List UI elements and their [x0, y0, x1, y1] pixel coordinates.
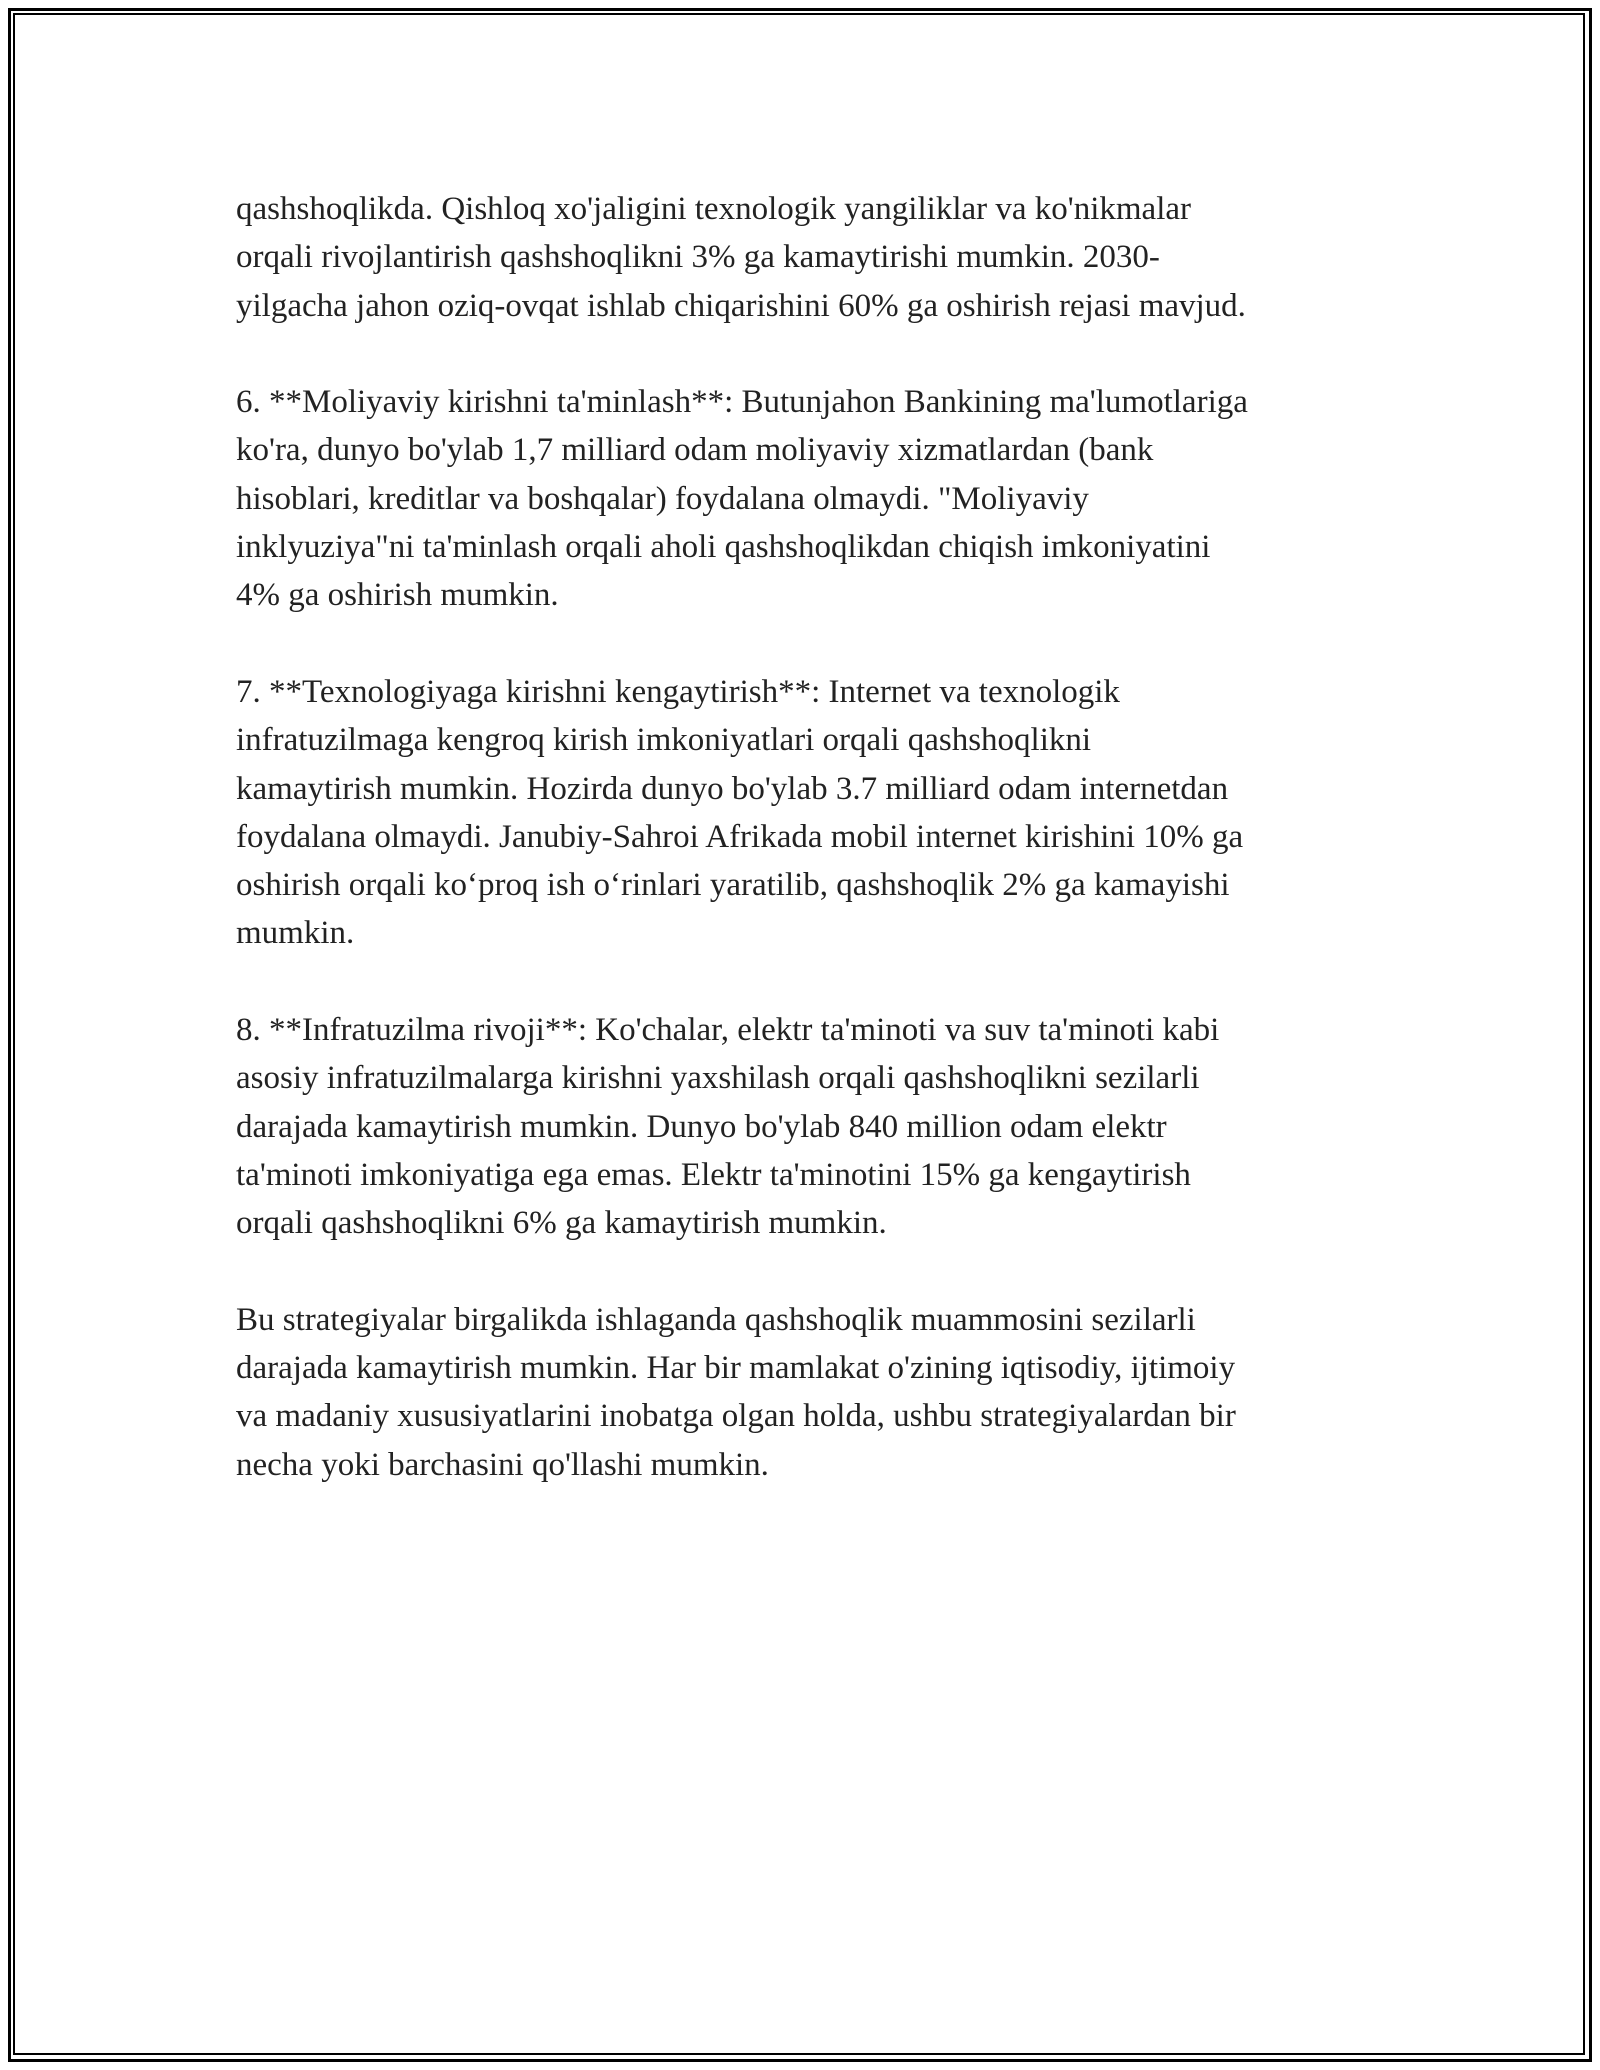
- paragraph-conclusion: Bu strategiyalar birgalikda ishlaganda qashshoqlik muammosini sezilarli darajada kamaytirish mumkin. Har bir mamlakat o'zining iqtisodiy, ijtimoiy va madaniy xususiyatlarini inobatga olgan holda, ushbu strategiyalardan bir necha yoki barchasini qo'llashi mumkin.: [236, 1301, 1236, 1483]
- paragraph-technology-access: 7. **Texnologiyaga kirishni kengaytirish**: Internet va texnologik infratuzilmaga kengroq kirish imkoniyatlari orqali qashshoqlikni kamaytirish mumkin. Hozirda dunyo bo'ylab 3.7 milliard odam internetdan foydalana olmaydi. Janubiy-Sahroi Afrikada mobil internet kirishini 10% ga oshirish orqali ko‘proq ish o‘rinlari yaratilib, qashshoqlik 2% ga kamayishi mumkin.: [236, 673, 1244, 952]
- paragraph-financial-inclusion: 6. **Moliyaviy kirishni ta'minlash**: Butunjahon Bankining ma'lumotlariga ko'ra, dunyo bo'ylab 1,7 milliard odam moliyaviy xizmatlardan (bank hisoblari, kreditlar va boshqalar) foydalana olmaydi. "Moliyaviy inklyuziya"ni ta'minlash orqali aholi qashshoqlikdan chiqish imkoniyatini 4% ga oshirish mumkin.: [236, 384, 1248, 614]
- paragraph-continued: qashshoqlikda. Qishloq xo'jaligini texnologik yangiliklar va ko'nikmalar orqali rivojlantirish qashshoqlikni 3% ga kamaytirishi mumkin. 2030- yilgacha jahon oziq-ovqat ishlab chiqarishini 60% ga oshirish rejasi mavjud.: [236, 191, 1246, 324]
- document-body: [236, 185, 1376, 1537]
- paragraph-infrastructure: 8. **Infratuzilma rivoji**: Ko'chalar, elektr ta'minoti va suv ta'minoti kabi asosiy infratuzilmalarga kirishni yaxshilash orqali qashshoqlikni sezilarli darajada kamaytirish mumkin. Dunyo bo'ylab 840 million odam elektr ta'minoti imkoniyatiga ega emas. Elektr ta'minotini 15% ga kengaytirish orqali qashshoqlikni 6% ga kamaytirish mumkin.: [236, 1012, 1220, 1242]
